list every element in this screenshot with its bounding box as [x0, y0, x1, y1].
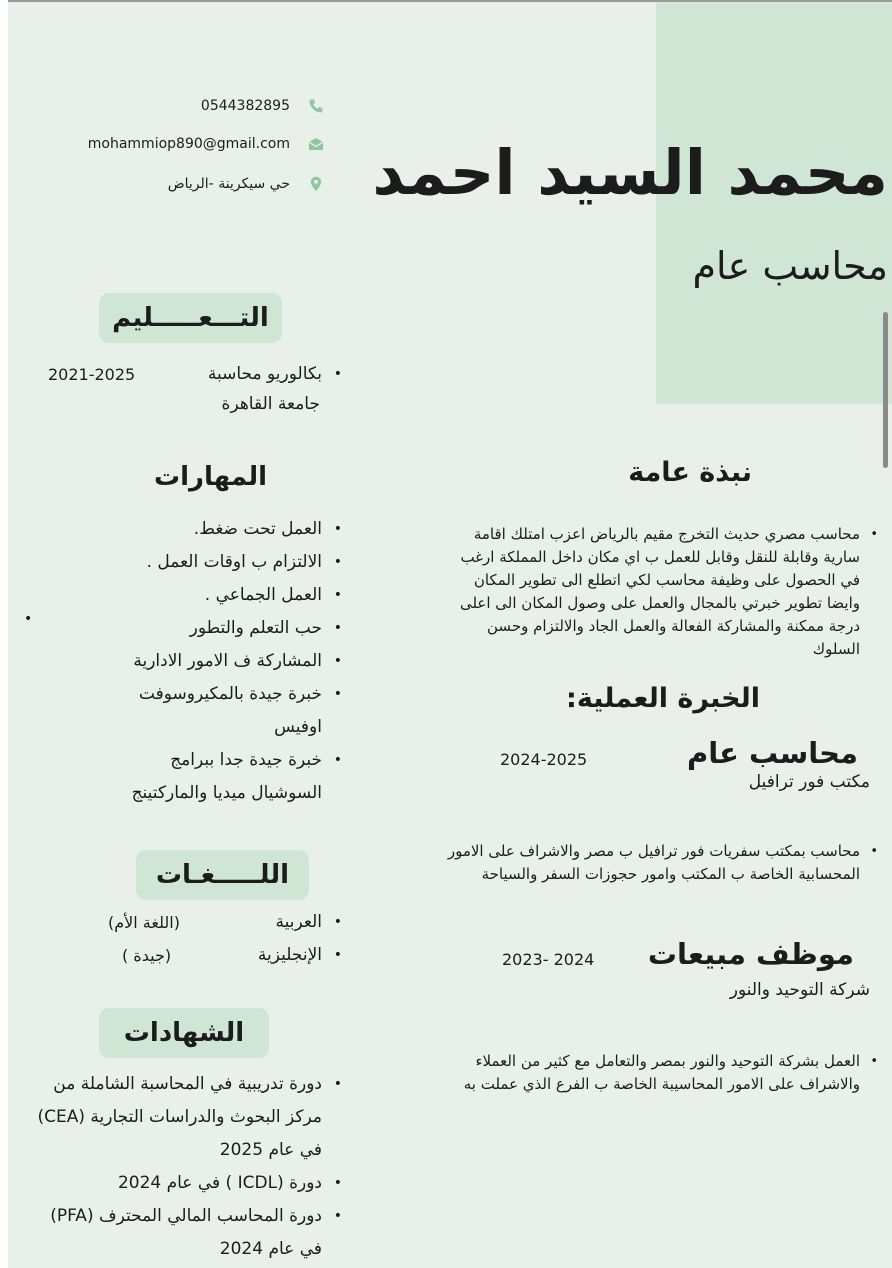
job-role: موظف مبيعات: [647, 937, 854, 971]
certificates-list: [24, 1068, 344, 1266]
summary-text: • محاسب مصري حديث التخرج مقيم بالرياض اعزب امتلك اقامة سارية وقابلة للنقل وقابل للعمل ب اي مكان داخل المملكة ارغب في الحصول على وظيفة محاسب لكي اتطلع الى تطوير المكان وايضا تطوير خبرتي بالمجال والعمل على وصول المكان الى اعلى درجة ممكنة والمشاركة الفعالة والعمل الجاد والالتزام وحسن السلوك: [445, 523, 860, 661]
skill-item: • المشاركة ف الامور الادارية: [64, 645, 344, 678]
left-edge: [0, 0, 8, 1268]
stray-bullet: •: [24, 611, 33, 627]
job-dates: 2023- 2024: [502, 950, 595, 969]
job-description: • العمل بشركة التوحيد والنور بمصر والتعامل مع كثير من العملاء والاشراف على الامور المحاسيبة الخاصة ب الفرع الذي عملت به: [445, 1050, 860, 1096]
language-level: (جيدة ): [122, 946, 172, 965]
education-university: جامعة القاهرة: [221, 394, 320, 414]
language-level: (اللغة الأم): [108, 913, 180, 932]
job-company: مكتب فور ترافيل: [748, 772, 870, 792]
skills-list: [64, 513, 344, 810]
person-name: محمد السيد احمد: [372, 136, 888, 209]
education-degree: • بكالوريو محاسبة: [204, 358, 344, 391]
languages-list: [234, 906, 344, 972]
skills-heading: المهارات: [153, 462, 267, 492]
certificate-item: • دورة المحاسب المالي المحترف (PFA) في عام 2024: [24, 1200, 344, 1266]
job-role: محاسب عام: [686, 736, 858, 770]
envelope-icon: [306, 134, 326, 154]
scrollbar-thumb[interactable]: [883, 312, 888, 468]
language-name: • العربية: [234, 906, 344, 939]
language-name: • الإنجليزية: [234, 939, 344, 972]
job-company: شركة التوحيد والنور: [729, 980, 870, 1000]
languages-heading: اللـــــغـات: [136, 850, 309, 900]
skill-item: • العمل الجماعي .: [64, 579, 344, 612]
education-list: [204, 358, 344, 391]
job-title: محاسب عام: [692, 244, 888, 288]
certificate-item: • دورة تدريبية في المحاسبة الشاملة من مركز البحوث والدراسات التجارية (CEA) في عام 2025: [24, 1068, 344, 1167]
job-description: • محاسب بمكتب سفريات فور ترافيل ب مصر والاشراف على الامور المحسابية الخاصة ب المكتب وامور حجوزات السفر والسياحة: [445, 840, 860, 886]
email-text: mohammiop890@gmail.com: [87, 136, 290, 152]
skill-item: • الالتزام ب اوقات العمل .: [64, 546, 344, 579]
phone-icon: [306, 96, 326, 116]
contact-address: [60, 174, 330, 198]
skill-item: • حب التعلم والتطور: [64, 612, 344, 645]
certificates-heading: الشهادات: [99, 1008, 269, 1058]
skill-item: • خبرة جيدة جدا ببرامج السوشيال ميديا والماركتينج: [116, 744, 344, 810]
education-heading: التـــعـــــليم: [99, 293, 282, 343]
certificate-item: • دورة (ICDL ) في عام 2024: [24, 1167, 344, 1200]
education-years: 2021-2025: [48, 365, 136, 384]
address-text: حي سيكرينة -الرياض: [167, 176, 290, 192]
experience-heading: الخبرة العملية:: [566, 683, 760, 714]
contact-phone: [60, 96, 330, 120]
summary-heading: نبذة عامة: [628, 457, 752, 488]
phone-text: 0544382895: [200, 98, 290, 114]
location-pin-icon: [306, 174, 326, 194]
skill-item: • العمل تحت ضغط.: [64, 513, 344, 546]
skill-item: • خبرة جيدة بالمكيروسوفت اوفيس: [116, 678, 344, 744]
job-dates: 2024-2025: [500, 750, 588, 769]
contact-email: [60, 134, 330, 158]
